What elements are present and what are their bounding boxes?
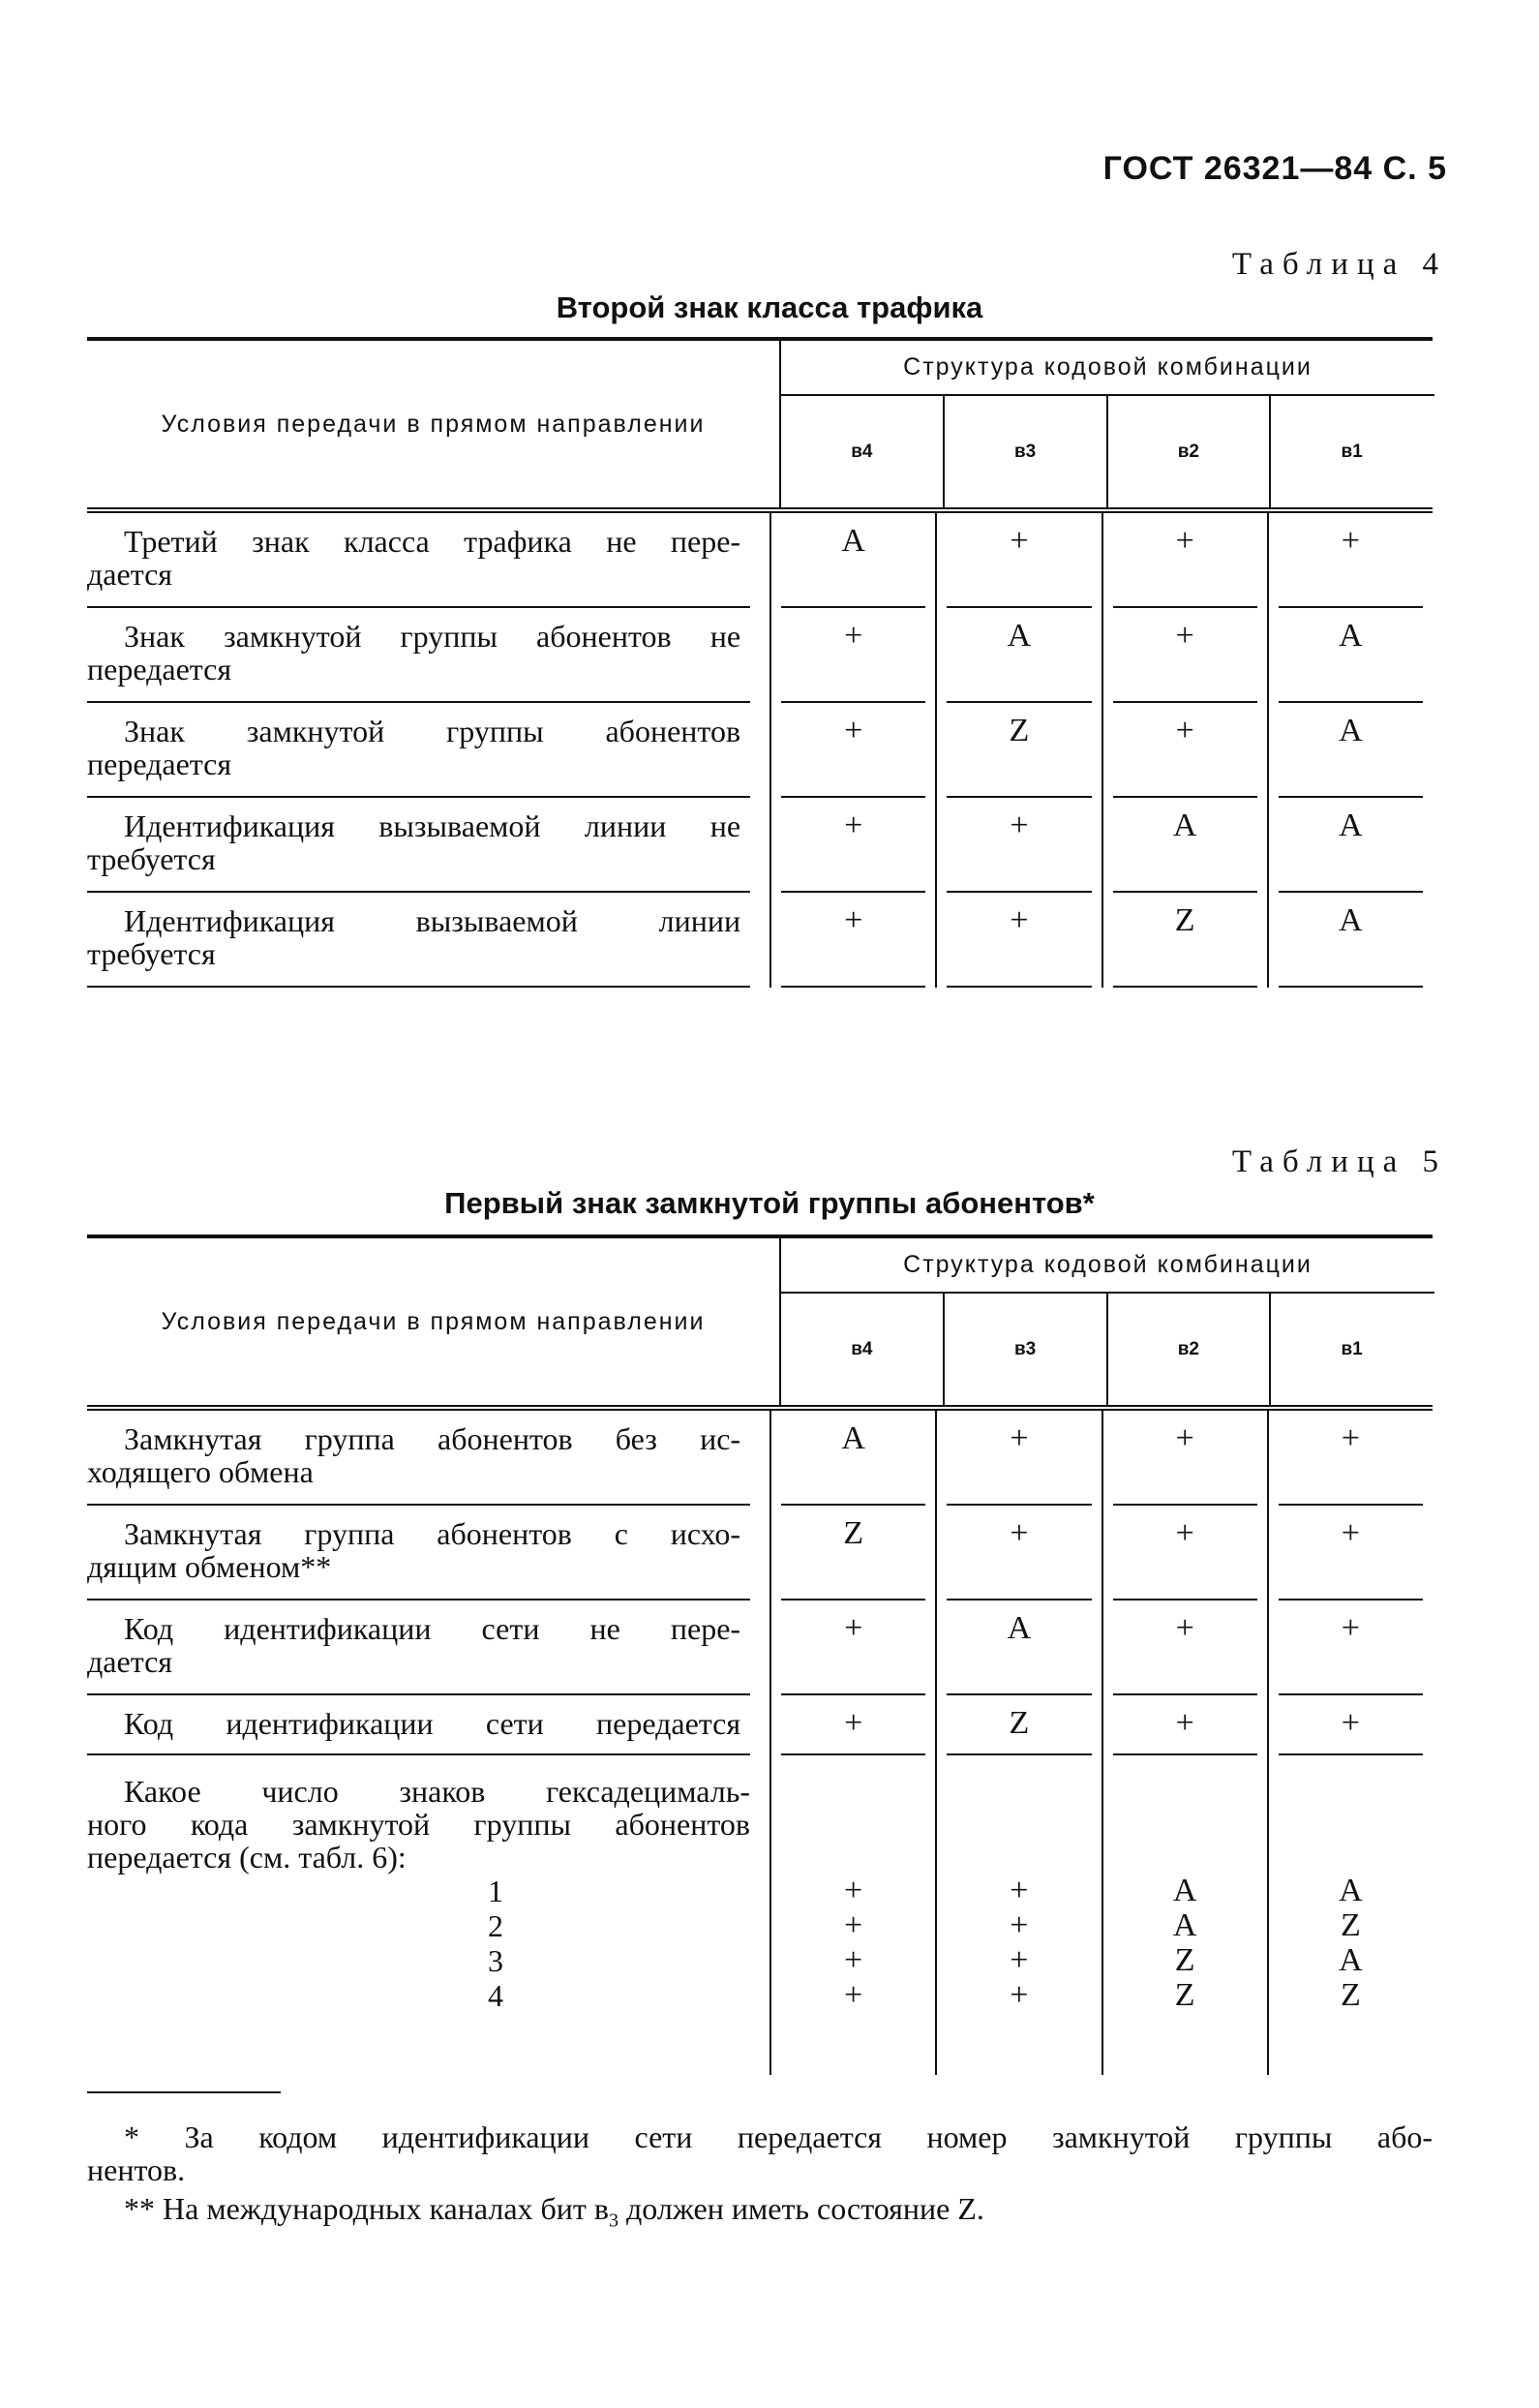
row-condition-tail: требуется bbox=[87, 841, 216, 876]
table4-header bbox=[87, 341, 1433, 513]
table5-bit-header: в3 bbox=[943, 1294, 1106, 1405]
table-row bbox=[87, 798, 1433, 893]
multi-line-1: Какое число знаков гексадецималь- bbox=[124, 1774, 750, 1809]
table-row bbox=[87, 703, 1433, 798]
row-value-cell: + bbox=[770, 608, 935, 703]
footnote-1 bbox=[87, 2120, 1433, 2186]
row-value-cell: + bbox=[1101, 608, 1267, 703]
table-row bbox=[87, 513, 1433, 608]
table5-condition-header: Условия передачи в прямом направлении bbox=[161, 1308, 706, 1335]
row-condition bbox=[87, 1506, 750, 1600]
row-value-cell: А bbox=[1267, 798, 1433, 893]
table4-bit-header: в4 bbox=[779, 396, 943, 507]
row-value-cell: А bbox=[1267, 608, 1433, 703]
multi-value: + bbox=[844, 1942, 863, 1978]
multi-value: А bbox=[1339, 1942, 1363, 1978]
multi-value: + bbox=[1010, 1942, 1029, 1978]
table4-body bbox=[87, 513, 1433, 988]
row-value-cell: Z bbox=[935, 1695, 1101, 1755]
row-condition-line: Идентификация вызываемой линии bbox=[124, 903, 741, 938]
row-condition-tail: ходящего обмена bbox=[87, 1454, 314, 1489]
multi-value: А bbox=[1172, 1873, 1197, 1908]
multi-value: + bbox=[1010, 1907, 1029, 1943]
table4 bbox=[87, 337, 1433, 988]
row-condition bbox=[87, 513, 750, 608]
row-value-cell: + bbox=[935, 1411, 1101, 1506]
row-value-cell: А bbox=[935, 1600, 1101, 1695]
table-row bbox=[87, 1506, 1433, 1600]
row-condition bbox=[87, 893, 750, 988]
footnote-2-post: должен иметь состояние Z. bbox=[619, 2191, 984, 2226]
table-row bbox=[87, 1600, 1433, 1695]
document-header: ГОСТ 26321—84 С. 5 bbox=[1102, 150, 1447, 187]
table4-structure-header: Структура кодовой комбинации bbox=[779, 341, 1434, 396]
row-condition-line: Знак замкнутой группы абонентов не bbox=[124, 619, 741, 654]
footnote-2 bbox=[87, 2192, 1433, 2237]
row-condition bbox=[87, 703, 750, 798]
row-value-cell: + bbox=[1267, 1600, 1433, 1695]
row-value-cell: Z bbox=[935, 703, 1101, 798]
multi-value: Z bbox=[1174, 1942, 1195, 1978]
multi-value-column bbox=[770, 1755, 935, 2075]
multi-numbers bbox=[87, 1874, 750, 2013]
row-value-cell: + bbox=[770, 798, 935, 893]
row-condition-line: Код идентификации сети не пере- bbox=[124, 1611, 741, 1646]
row-condition-tail: дящим обменом** bbox=[87, 1549, 332, 1584]
row-value-cell: + bbox=[1101, 1695, 1267, 1755]
row-condition-tail: передается bbox=[87, 747, 232, 781]
row-value-cell: + bbox=[770, 893, 935, 988]
footnote-rule bbox=[87, 2091, 281, 2093]
multi-line-3: передается (см. табл. 6): bbox=[87, 1840, 407, 1875]
row-value-cell: + bbox=[770, 1695, 935, 1755]
table5-structure-header: Структура кодовой комбинации bbox=[779, 1238, 1434, 1294]
table5-bit-header: в4 bbox=[779, 1294, 943, 1405]
row-value-cell: + bbox=[1267, 1695, 1433, 1755]
footnote-1-line-1: * За кодом идентификации сети передается номер замкнутой группы або- bbox=[124, 2119, 1433, 2154]
multi-value: А bbox=[1172, 1907, 1197, 1943]
row-condition-tail: дается bbox=[87, 557, 172, 592]
table5 bbox=[87, 1234, 1433, 2075]
multi-value: + bbox=[1010, 1977, 1029, 2013]
row-condition-line: Замкнутая группа абонентов без ис- bbox=[124, 1421, 741, 1456]
row-value-cell: + bbox=[935, 893, 1101, 988]
row-value-cell: + bbox=[935, 1506, 1101, 1600]
table-row bbox=[87, 1411, 1433, 1506]
table-row bbox=[87, 608, 1433, 703]
multi-value: + bbox=[844, 1977, 863, 2013]
row-value-cell: А bbox=[1101, 798, 1267, 893]
row-condition-line: Третий знак класса трафика не пере- bbox=[124, 524, 741, 559]
row-value-cell: + bbox=[1267, 513, 1433, 608]
row-value-cell: + bbox=[1101, 513, 1267, 608]
multi-value: А bbox=[1339, 1873, 1363, 1908]
row-value-cell: + bbox=[1101, 1411, 1267, 1506]
multi-line-2: ного кода замкнутой группы абонентов bbox=[87, 1807, 750, 1842]
table5-bit-header: в2 bbox=[1106, 1294, 1270, 1405]
multi-number: 2 bbox=[488, 1908, 503, 1943]
multi-number: 3 bbox=[488, 1943, 503, 1978]
row-value-cell: Z bbox=[770, 1506, 935, 1600]
row-value-cell: + bbox=[1101, 1506, 1267, 1600]
footnote-1-line-2: нентов. bbox=[87, 2152, 186, 2187]
multi-number: 4 bbox=[488, 1978, 503, 2013]
row-value-cell: + bbox=[1267, 1506, 1433, 1600]
table4-bit-header: в1 bbox=[1269, 396, 1433, 507]
row-condition-tail: передается bbox=[87, 652, 232, 686]
multi-value-column bbox=[1267, 1755, 1433, 2075]
row-condition bbox=[87, 798, 750, 893]
multi-value: Z bbox=[1174, 1977, 1195, 2013]
row-value-cell: + bbox=[935, 513, 1101, 608]
table5-bit-header: в1 bbox=[1269, 1294, 1433, 1405]
row-value-cell: + bbox=[1101, 1600, 1267, 1695]
table4-title: Второй знак класса трафика bbox=[556, 290, 983, 324]
multi-value: Z bbox=[1340, 1907, 1361, 1943]
row-value-cell: А bbox=[770, 1411, 935, 1506]
row-condition-line: Замкнутая группа абонентов с исхо- bbox=[124, 1516, 741, 1551]
table4-condition-header: Условия передачи в прямом направлении bbox=[161, 411, 706, 438]
table4-bit-header: в2 bbox=[1106, 396, 1270, 507]
row-condition-line: Код идентификации сети передается bbox=[124, 1706, 741, 1741]
row-value-cell: Z bbox=[1101, 893, 1267, 988]
multi-value-column bbox=[935, 1755, 1101, 2075]
multi-value: + bbox=[844, 1873, 863, 1908]
table5-header bbox=[87, 1238, 1433, 1411]
row-condition bbox=[87, 1695, 750, 1755]
table5-body bbox=[87, 1411, 1433, 1755]
footnote-2-bit-sub: 3 bbox=[609, 2210, 619, 2232]
table5-label: Таблица 5 bbox=[1231, 1144, 1447, 1179]
table5-multi-condition bbox=[87, 1755, 750, 2075]
table-row bbox=[87, 1695, 1433, 1755]
multi-number: 1 bbox=[488, 1874, 503, 1908]
multi-value-column bbox=[1101, 1755, 1267, 2075]
row-value-cell: + bbox=[935, 798, 1101, 893]
row-value-cell: А bbox=[1267, 893, 1433, 988]
multi-value: + bbox=[1010, 1873, 1029, 1908]
row-condition-tail: требуется bbox=[87, 936, 216, 971]
row-condition-tail: дается bbox=[87, 1644, 172, 1679]
row-value-cell: А bbox=[1267, 703, 1433, 798]
row-condition-line: Знак замкнутой группы абонентов bbox=[124, 714, 741, 748]
row-value-cell: + bbox=[770, 1600, 935, 1695]
multi-value: + bbox=[844, 1907, 863, 1943]
footnote-2-pre: ** На международных каналах бит bbox=[124, 2191, 594, 2226]
table5-title: Первый знак замкнутой группы абонентов* bbox=[444, 1186, 1095, 1220]
row-condition bbox=[87, 1600, 750, 1695]
row-value-cell: + bbox=[770, 703, 935, 798]
table-row bbox=[87, 893, 1433, 988]
row-value-cell: + bbox=[1101, 703, 1267, 798]
row-condition bbox=[87, 1411, 750, 1506]
row-value-cell: А bbox=[770, 513, 935, 608]
row-value-cell: + bbox=[1267, 1411, 1433, 1506]
row-condition bbox=[87, 608, 750, 703]
table4-label: Таблица 4 bbox=[1231, 247, 1447, 282]
footnote-2-bit: в bbox=[593, 2191, 610, 2226]
table4-bit-header: в3 bbox=[943, 396, 1106, 507]
row-value-cell: А bbox=[935, 608, 1101, 703]
multi-value: Z bbox=[1340, 1977, 1361, 2013]
row-condition-line: Идентификация вызываемой линии не bbox=[124, 808, 741, 843]
table5-multi-row bbox=[87, 1755, 1433, 2075]
